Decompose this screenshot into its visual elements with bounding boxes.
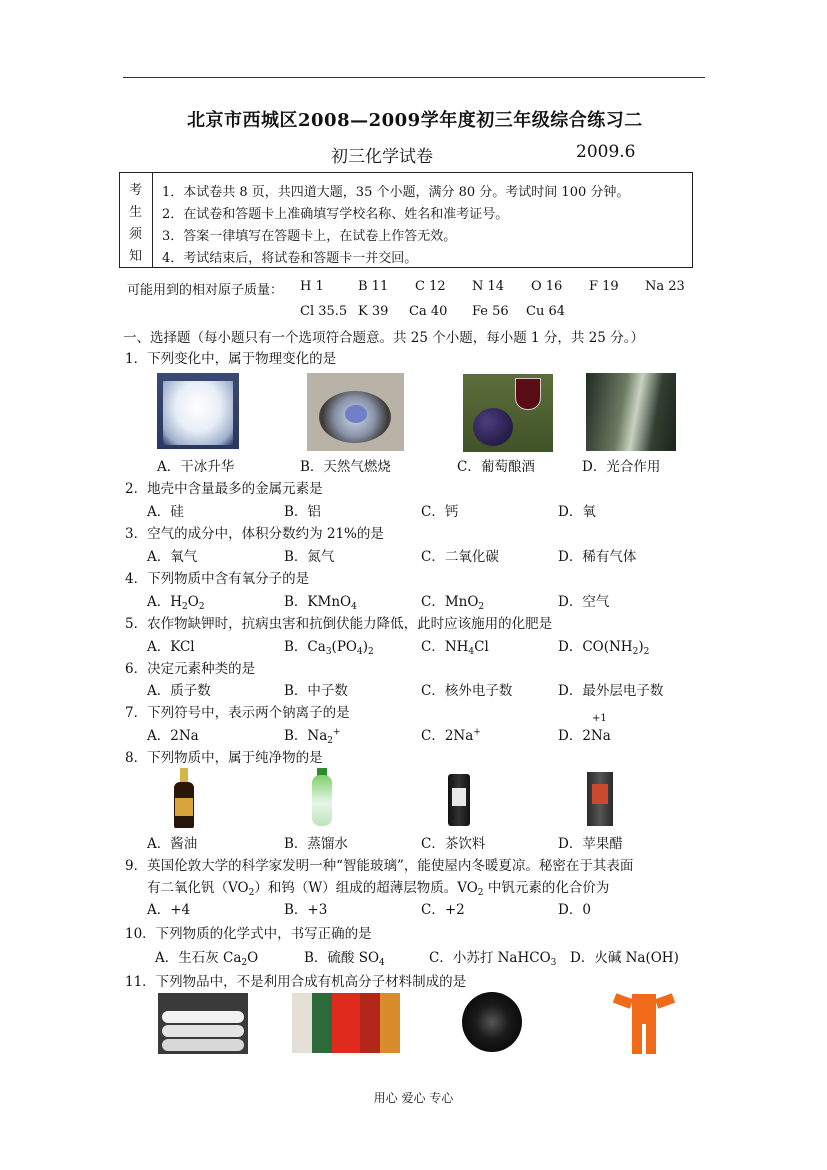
gas-stove-photo — [307, 373, 404, 451]
atomic-mass: H 1 — [300, 279, 324, 294]
atomic-mass-label: 可能用到的相对原子质量： — [127, 283, 284, 298]
option: A．$H_2O_2$ — [147, 594, 205, 612]
option: D．光合作用 — [582, 459, 661, 475]
option: B．硫酸 $SO_4$ — [304, 950, 385, 968]
atomic-mass: Na 23 — [645, 279, 685, 294]
question-stem: 5．农作物缺钾时，抗病虫害和抗倒伏能力降低，此时应该施用的化肥是 — [125, 616, 553, 632]
option: D．苹果醋 — [558, 836, 623, 852]
atomic-mass: N 14 — [472, 279, 505, 294]
section-heading: 一、选择题（每小题只有一个选项符合题意。共 25 个小题，每小题 1 分，共 25 分。） — [123, 330, 644, 346]
distilled-water-bottle-icon — [310, 768, 334, 826]
atomic-mass: Fe 56 — [472, 304, 509, 319]
option: C．小苏打 NaHCO$_3$ — [429, 950, 557, 968]
tea-drink-can-icon — [447, 774, 471, 826]
option: B．天然气燃烧 — [300, 459, 391, 475]
question-stem: 7．下列符号中，表示两个钠离子的是 — [125, 705, 350, 721]
apple-vinegar-box-icon — [587, 772, 613, 826]
option: D．2Na — [558, 728, 611, 744]
notice-side-char: 知 — [129, 249, 143, 264]
notice-item: 2．在试卷和答题卡上准确填写学校名称、姓名和准考证号。 — [162, 207, 509, 222]
option: B．氮气 — [284, 549, 335, 565]
option: A．干冰升华 — [157, 459, 235, 475]
question-stem: 1．下列变化中，属于物理变化的是 — [125, 351, 337, 367]
wine-grapes-photo — [463, 374, 553, 452]
exam-subtitle: 初三化学试卷 — [331, 147, 433, 167]
notice-item: 3．答案一律填写在答题卡上，在试卷上作答无效。 — [162, 229, 457, 244]
notice-item: 4．考试结束后，将试卷和答题卡一并交回。 — [162, 251, 418, 266]
option: B．$Ca_3(PO_4)_2$ — [284, 639, 374, 657]
orange-workwear-icon — [610, 990, 678, 1058]
atomic-mass: K 39 — [358, 304, 389, 319]
atomic-mass: B 11 — [358, 279, 389, 294]
option: D．火碱 Na(OH) — [570, 950, 679, 966]
option: C．2Na+ — [421, 727, 481, 744]
option: D．空气 — [558, 594, 610, 610]
atomic-mass: Cl 35.5 — [300, 304, 348, 319]
exam-notice-box — [119, 172, 693, 268]
exam-date: 2009.6 — [576, 142, 636, 162]
question-stem: 4．下列物质中含有氧分子的是 — [125, 571, 310, 587]
option: C．二氧化碳 — [421, 549, 499, 565]
valence-mark: +1 — [592, 713, 607, 724]
question-stem: 10．下列物质的化学式中，书写正确的是 — [125, 926, 372, 942]
option: B．蒸馏水 — [284, 836, 348, 852]
forest-sunlight-photo — [586, 373, 676, 451]
option: A．+4 — [147, 902, 191, 918]
dry-ice-photo — [157, 373, 239, 449]
fabric-swatches-photo — [292, 993, 400, 1053]
option: A．氧气 — [147, 549, 198, 565]
notice-side-char: 须 — [129, 227, 143, 242]
notice-item: 1．本试卷共 8 页，共四道大题，35 个小题，满分 80 分。考试时间 100 分钟。 — [162, 185, 630, 200]
plastic-rolls-photo — [158, 993, 248, 1054]
question-stem: 11．下列物品中，不是利用合成有机高分子材料制成的是 — [125, 974, 467, 990]
option: C．MnO$_2$ — [421, 594, 485, 612]
option: C．核外电子数 — [421, 683, 513, 699]
atomic-mass: F 19 — [589, 279, 619, 294]
notice-side-char: 考 — [129, 183, 143, 198]
option: D．0 — [558, 902, 591, 918]
option: D．氧 — [558, 504, 596, 520]
question-stem: 9．英国伦敦大学的科学家发明一种“智能玻璃”，能使屋内冬暖夏凉。秘密在于其表面 — [125, 858, 634, 874]
option: A．2Na — [147, 728, 199, 744]
atomic-mass: Ca 40 — [409, 304, 448, 319]
notice-side-label — [120, 173, 153, 267]
rubber-tire-icon — [460, 990, 524, 1054]
header-rule — [123, 77, 705, 78]
option: A．KCl — [147, 639, 195, 655]
option: C．葡萄酿酒 — [457, 459, 535, 475]
option: C．钙 — [421, 504, 459, 520]
option: D．$CO(NH_2)_2$ — [558, 639, 650, 657]
question-stem: 8．下列物质中，属于纯净物的是 — [125, 750, 323, 766]
option: B．$Na_2^+$ — [284, 727, 341, 746]
option: B．KMnO$_4$ — [284, 594, 357, 612]
option: D．最外层电子数 — [558, 683, 664, 699]
option: C．+2 — [421, 902, 465, 918]
option: C．茶饮料 — [421, 836, 486, 852]
question-stem-line: 有二氧化钒$(VO_2)$和钨（W）组成的超薄层物质。$VO_2$ 中钒元素的化合价为 — [147, 880, 610, 898]
page-footer: 用心 爱心 专心 — [373, 1091, 454, 1105]
notice-side-char: 生 — [129, 205, 143, 220]
question-stem: 2．地壳中含量最多的金属元素是 — [125, 481, 323, 497]
soy-sauce-bottle-icon — [172, 768, 196, 828]
option: B．中子数 — [284, 683, 348, 699]
option: B．铝 — [284, 504, 321, 520]
atomic-mass: Cu 64 — [526, 304, 565, 319]
question-stem: 6．决定元素种类的是 — [125, 661, 256, 677]
option: A．酱油 — [147, 836, 198, 852]
option: A．质子数 — [147, 683, 211, 699]
option: D．稀有气体 — [558, 549, 637, 565]
option: A．硅 — [147, 504, 184, 520]
option: C．$NH_4Cl$ — [421, 639, 489, 657]
option: B．+3 — [284, 902, 328, 918]
question-stem: 3．空气的成分中，体积分数约为 21%的是 — [125, 526, 384, 542]
option: A．生石灰 $Ca_2O$ — [155, 950, 259, 968]
exam-title: 北京市西城区2008—2009学年度初三年级综合练习二 — [187, 110, 643, 131]
atomic-mass: C 12 — [415, 279, 446, 294]
atomic-mass: O 16 — [531, 279, 563, 294]
